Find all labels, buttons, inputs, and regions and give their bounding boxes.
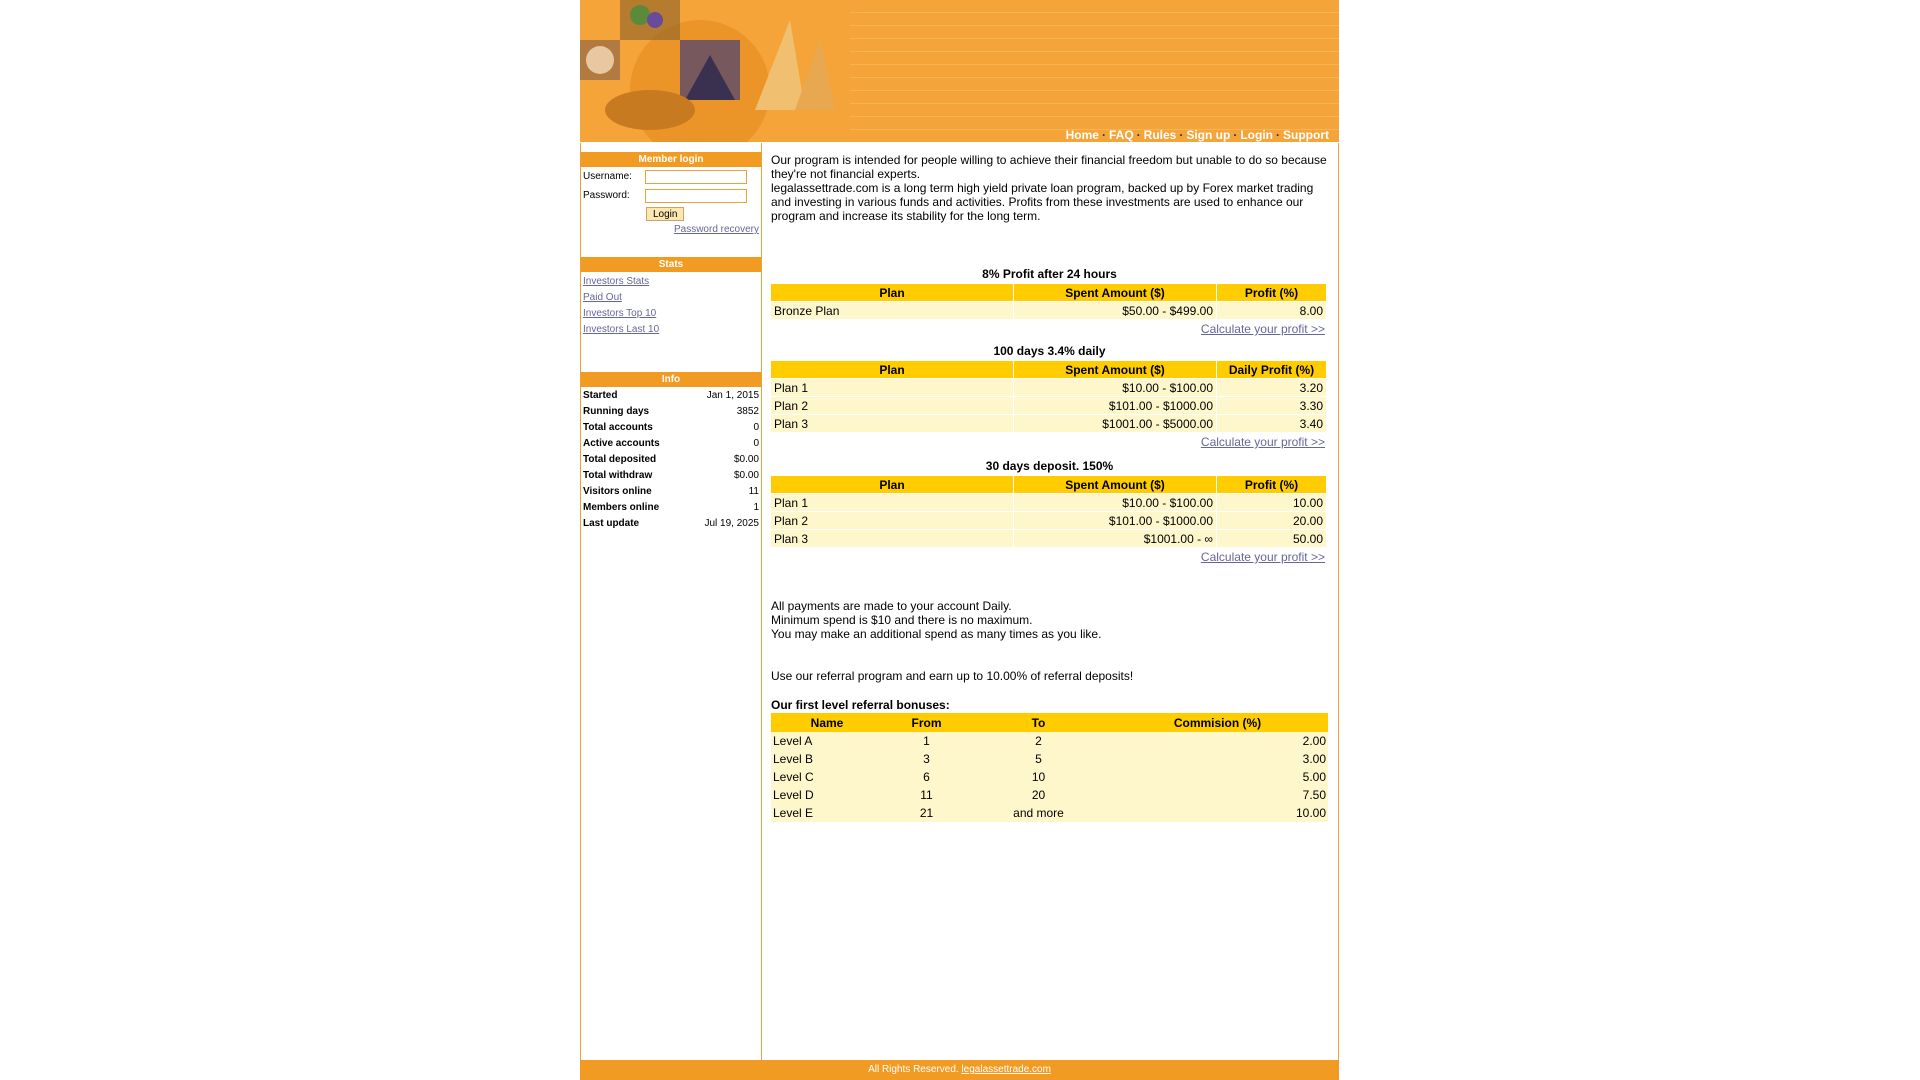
- plan-block-30days: [771, 457, 1328, 567]
- ref-level: Level B: [771, 750, 883, 768]
- ref-from: 11: [883, 786, 970, 804]
- table-row: [771, 379, 1326, 396]
- plan-profit: 20.00: [1217, 512, 1326, 529]
- plan-name: Plan 3: [771, 415, 1013, 432]
- info-key: Members online: [583, 501, 660, 513]
- plan-table: [770, 283, 1327, 320]
- plan-name: Plan 1: [771, 494, 1013, 511]
- info-value: 0: [753, 421, 759, 433]
- nav-support-link[interactable]: Support: [1283, 128, 1329, 142]
- info-row: [581, 499, 761, 515]
- footer-site-link[interactable]: legalassettrade.com: [961, 1064, 1051, 1075]
- plan-profit: 3.40: [1217, 415, 1326, 432]
- page: [580, 0, 1339, 1080]
- ref-from-header: From: [883, 713, 970, 732]
- info-table: [581, 387, 761, 531]
- intro-paragraph-1: Our program is intended for people willing to achieve their financial freedom but unable to do so because they're not financial experts.: [771, 153, 1327, 181]
- info-row: [581, 515, 761, 531]
- plan-table: [770, 475, 1327, 548]
- ref-from: 21: [883, 804, 970, 822]
- info-key: Total deposited: [583, 453, 657, 465]
- referral-title: Our first level referral bonuses:: [771, 698, 950, 712]
- ref-level: Level C: [771, 768, 883, 786]
- username-input[interactable]: [645, 170, 747, 184]
- info-value: 0: [753, 437, 759, 449]
- ref-level: Level D: [771, 786, 883, 804]
- ref-level: Level A: [771, 732, 883, 750]
- calculate-profit-link[interactable]: Calculate your profit >>: [1200, 550, 1325, 564]
- calc-row: [771, 320, 1328, 339]
- nav-home-link[interactable]: Home: [1065, 128, 1099, 142]
- header-collage-image: [580, 0, 850, 142]
- password-input[interactable]: [645, 189, 747, 203]
- nav-rules-link[interactable]: Rules: [1143, 128, 1177, 142]
- info-title: Info: [581, 372, 761, 387]
- top-navigation: [1066, 128, 1329, 142]
- table-row: [771, 397, 1326, 414]
- plan-block-24h: [771, 265, 1328, 339]
- profit-header: Daily Profit (%): [1217, 361, 1326, 378]
- info-key: Total accounts: [583, 421, 653, 433]
- ref-from: 1: [883, 732, 970, 750]
- profit-header: Profit (%): [1217, 284, 1326, 301]
- plan-block-100days: [771, 342, 1328, 452]
- footer: [580, 1060, 1339, 1080]
- nav-separator: ·: [1101, 128, 1106, 142]
- info-value: 3852: [736, 405, 759, 417]
- info-value: Jan 1, 2015: [706, 389, 759, 401]
- plan-name: Plan 2: [771, 397, 1013, 414]
- info-key: Last update: [583, 517, 640, 529]
- plan-name: Plan 3: [771, 530, 1013, 547]
- username-label: Username:: [583, 171, 632, 182]
- plan-profit: 8.00: [1217, 302, 1326, 319]
- info-key: Total withdraw: [583, 469, 653, 481]
- investors-last10-link[interactable]: Investors Last 10: [583, 324, 660, 335]
- plan-title: 100 days 3.4% daily: [993, 344, 1106, 358]
- note-line: You may make an additional spend as many times as you like.: [771, 627, 1102, 641]
- note-line: All payments are made to your account Daily.: [771, 599, 1012, 613]
- intro-paragraph-2: legalassettrade.com is a long term high yield private loan program, backed up by Forex market trading and investing in various funds and activities. Profits from these investments are used to enhance our program and increase its stability for the long term.: [771, 181, 1314, 223]
- plan-profit: 3.20: [1217, 379, 1326, 396]
- ref-commission: 10.00: [1107, 804, 1328, 822]
- info-row: [581, 387, 761, 403]
- referral-section: [771, 698, 1328, 822]
- plan-header: Plan: [771, 476, 1013, 493]
- plan-profit: 50.00: [1217, 530, 1326, 547]
- info-value: $0.00: [733, 469, 759, 481]
- plan-amount: $101.00 - $1000.00: [1014, 397, 1216, 414]
- profit-header: Profit (%): [1217, 476, 1326, 493]
- table-row: [771, 494, 1326, 511]
- spent-header: Spent Amount ($): [1014, 361, 1216, 378]
- ref-to: 2: [970, 732, 1107, 750]
- header: [580, 0, 1339, 142]
- password-recovery-row: [581, 224, 761, 235]
- info-row: [581, 403, 761, 419]
- calculate-profit-link[interactable]: Calculate your profit >>: [1200, 435, 1325, 449]
- plan-name: Plan 1: [771, 379, 1013, 396]
- investors-top10-link[interactable]: Investors Top 10: [583, 308, 657, 319]
- ref-commission-header: Commision (%): [1107, 713, 1328, 732]
- note-line: Minimum spend is $10 and there is no maximum.: [771, 613, 1033, 627]
- spent-header: Spent Amount ($): [1014, 476, 1216, 493]
- ref-commission: 5.00: [1107, 768, 1328, 786]
- info-row: [581, 467, 761, 483]
- table-row: [771, 415, 1326, 432]
- password-row: [581, 186, 761, 205]
- stats-title: Stats: [581, 257, 761, 272]
- login-button[interactable]: Login: [646, 207, 684, 221]
- plan-amount: $50.00 - $499.00: [1014, 302, 1216, 319]
- ref-to: 10: [970, 768, 1107, 786]
- plan-amount: $1001.00 - ∞: [1014, 530, 1216, 547]
- main-content: [761, 143, 1339, 1060]
- calculate-profit-link[interactable]: Calculate your profit >>: [1200, 322, 1325, 336]
- plan-amount: $10.00 - $100.00: [1014, 379, 1216, 396]
- table-row: [771, 732, 1328, 750]
- info-value: 1: [753, 501, 759, 513]
- plan-profit: 10.00: [1217, 494, 1326, 511]
- nav-faq-link[interactable]: FAQ: [1108, 128, 1134, 142]
- payment-notes: [771, 599, 1331, 683]
- table-row: [771, 530, 1326, 547]
- plan-amount: $10.00 - $100.00: [1014, 494, 1216, 511]
- plan-profit: 3.30: [1217, 397, 1326, 414]
- calc-row: [771, 548, 1328, 567]
- table-row: [771, 786, 1328, 804]
- plan-title: 8% Profit after 24 hours: [982, 267, 1117, 281]
- username-row: [581, 167, 761, 186]
- info-row: [581, 419, 761, 435]
- ref-from: 6: [883, 768, 970, 786]
- info-value: Jul 19, 2025: [704, 517, 759, 529]
- info-key: Started: [583, 389, 618, 401]
- ref-from: 3: [883, 750, 970, 768]
- table-row: [771, 512, 1326, 529]
- left-sidebar: [580, 143, 762, 1060]
- info-row: [581, 483, 761, 499]
- info-value: 11: [748, 485, 759, 497]
- referral-table: [771, 713, 1328, 822]
- ref-to-header: To: [970, 713, 1107, 732]
- nav-login-link[interactable]: Login: [1240, 128, 1273, 142]
- info-value: $0.00: [733, 453, 759, 465]
- member-login-title: Member login: [581, 152, 761, 167]
- nav-signup-link[interactable]: Sign up: [1186, 128, 1231, 142]
- plan-header: Plan: [771, 361, 1013, 378]
- plan-name: Bronze Plan: [771, 302, 1013, 319]
- table-row: [771, 804, 1328, 822]
- plan-table: [770, 360, 1327, 433]
- spent-header: Spent Amount ($): [1014, 284, 1216, 301]
- info-key: Active accounts: [583, 437, 660, 449]
- footer-text: All Rights Reserved.: [868, 1064, 959, 1075]
- calc-row: [771, 433, 1328, 452]
- stats-list: [581, 272, 761, 338]
- table-row: [771, 302, 1326, 319]
- ref-commission: 2.00: [1107, 732, 1328, 750]
- nav-separator: ·: [1233, 128, 1238, 142]
- plan-name: Plan 2: [771, 512, 1013, 529]
- info-key: Visitors online: [583, 485, 652, 497]
- plan-header: Plan: [771, 284, 1013, 301]
- table-row: [771, 768, 1328, 786]
- password-recovery-link[interactable]: Password recovery: [673, 224, 759, 235]
- ref-to: 5: [970, 750, 1107, 768]
- referral-note: Use our referral program and earn up to 10.00% of referral deposits!: [771, 669, 1134, 683]
- paid-out-link[interactable]: Paid Out: [583, 292, 622, 303]
- plan-amount: $1001.00 - $5000.00: [1014, 415, 1216, 432]
- intro-text: [771, 153, 1331, 223]
- investors-stats-link[interactable]: Investors Stats: [583, 276, 650, 287]
- ref-commission: 7.50: [1107, 786, 1328, 804]
- nav-separator: ·: [1179, 128, 1184, 142]
- plan-amount: $101.00 - $1000.00: [1014, 512, 1216, 529]
- nav-separator: ·: [1136, 128, 1141, 142]
- info-key: Running days: [583, 405, 650, 417]
- table-row: [771, 750, 1328, 768]
- ref-name-header: Name: [771, 713, 883, 732]
- ref-level: Level E: [771, 804, 883, 822]
- info-row: [581, 435, 761, 451]
- ref-to: 20: [970, 786, 1107, 804]
- nav-separator: ·: [1276, 128, 1280, 142]
- ref-to: and more: [970, 804, 1107, 822]
- info-row: [581, 451, 761, 467]
- plan-title: 30 days deposit. 150%: [985, 459, 1114, 473]
- password-label: Password:: [583, 190, 630, 201]
- ref-commission: 3.00: [1107, 750, 1328, 768]
